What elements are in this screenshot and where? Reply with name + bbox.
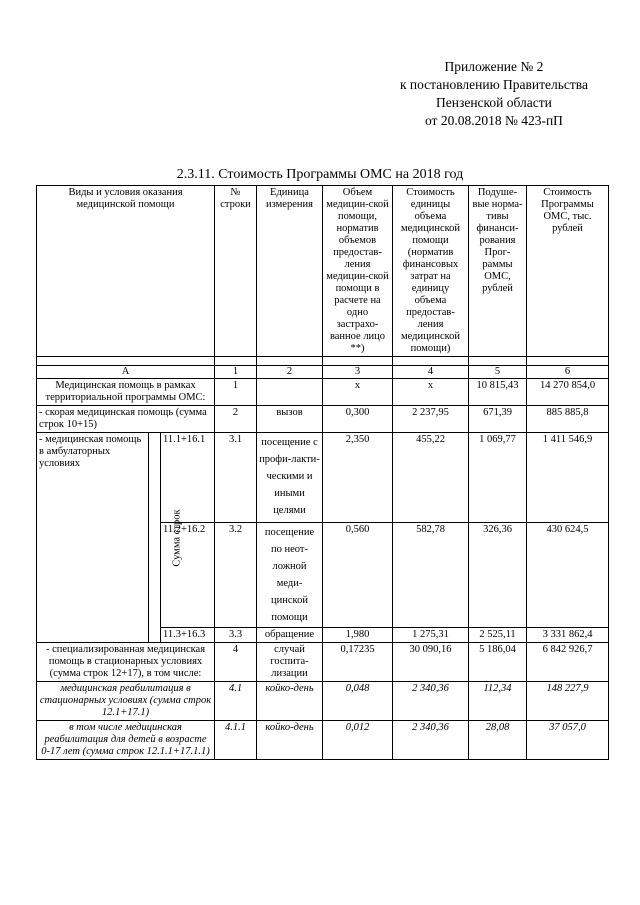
table-row <box>37 379 609 406</box>
row-total: 6 842 926,7 <box>527 643 609 682</box>
row-per-capita: 1 069,77 <box>469 433 527 523</box>
row-label: медицинская реабилитация в стационарных условиях (сумма строк 12.1+17.1) <box>37 682 215 721</box>
index-cell: 3 <box>323 366 393 379</box>
row-number: 3.2 <box>215 523 257 628</box>
row-total: 3 331 862,4 <box>527 628 609 643</box>
row-label: Медицинская помощь в рамках территориальной программы ОМС: <box>37 379 215 406</box>
index-row <box>37 366 609 379</box>
table-row <box>37 406 609 433</box>
row-label: - медицинская помощь в амбулаторных условиях <box>37 433 149 643</box>
table-row <box>37 682 609 721</box>
page-title: 2.3.11. Стоимость Программы ОМС на 2018 год <box>176 167 464 182</box>
row-unit: койко-день <box>257 721 323 760</box>
row-unit: койко-день <box>257 682 323 721</box>
appendix-date-line: от 20.08.2018 № 423-пП <box>424 113 563 128</box>
row-number: 3.3 <box>215 628 257 643</box>
row-per-capita: 671,39 <box>469 406 527 433</box>
row-number: 3.1 <box>215 433 257 523</box>
index-cell: 6 <box>527 366 609 379</box>
separator-row <box>37 357 609 366</box>
index-cell: 5 <box>469 366 527 379</box>
row-per-capita: 2 525,11 <box>469 628 527 643</box>
appendix-line: Приложение № 2 <box>444 59 544 74</box>
row-number: 4.1 <box>215 682 257 721</box>
index-cell: А <box>37 366 215 379</box>
appendix-block <box>400 58 588 130</box>
row-number: 2 <box>215 406 257 433</box>
row-volume: х <box>323 379 393 406</box>
row-volume: 0,560 <box>323 523 393 628</box>
table-row <box>37 433 609 523</box>
row-unit: посещение по неот-ложной меди-цинской помощи <box>257 523 323 628</box>
appendix-line: к постановлению Правительства <box>399 77 588 92</box>
row-volume: 0,17235 <box>323 643 393 682</box>
row-total: 37 057,0 <box>527 721 609 760</box>
row-unit: обращение <box>257 628 323 643</box>
row-unit-cost: 2 237,95 <box>393 406 469 433</box>
row-unit <box>257 379 323 406</box>
sum-of-rows-text: Сумма строк <box>171 508 183 567</box>
row-unit-cost: 2 340,36 <box>393 682 469 721</box>
row-unit-cost: 30 090,16 <box>393 643 469 682</box>
header-row-number: № строки <box>215 186 257 357</box>
index-cell: 2 <box>257 366 323 379</box>
row-per-capita: 112,34 <box>469 682 527 721</box>
header-per-capita: Подуше-вые норма-тивы финанси-рования Прог-раммы ОМС, рублей <box>469 186 527 357</box>
table-row <box>37 643 609 682</box>
table-header-row <box>37 186 609 357</box>
row-unit-cost: 455,22 <box>393 433 469 523</box>
row-volume: 0,300 <box>323 406 393 433</box>
index-cell: 1 <box>215 366 257 379</box>
row-label: - специализированная медицинская помощь в стационарных условиях (сумма строк 12+17), в том числе: <box>37 643 215 682</box>
row-volume: 2,350 <box>323 433 393 523</box>
table-row <box>37 721 609 760</box>
row-per-capita: 326,36 <box>469 523 527 628</box>
index-cell: 4 <box>393 366 469 379</box>
header-types: Виды и условия оказания медицинской помощи <box>37 186 215 357</box>
row-sum-formula: 11.1+16.1 <box>161 433 215 523</box>
sum-of-rows-label <box>149 433 183 643</box>
row-number: 4.1.1 <box>215 721 257 760</box>
header-total-cost: Стоимость Программы ОМС, тыс. рублей <box>527 186 609 357</box>
row-per-capita: 28,08 <box>469 721 527 760</box>
header-unit: Единица измерения <box>257 186 323 357</box>
row-number: 4 <box>215 643 257 682</box>
oms-cost-table <box>36 185 609 760</box>
row-volume: 0,012 <box>323 721 393 760</box>
row-unit-cost: 1 275,31 <box>393 628 469 643</box>
header-volume: Объем медицин-ской помощи, норматив объемов предостав-ления медицин-ской помощи в расчете на одно застрахо-ванное лицо **) <box>323 186 393 357</box>
row-per-capita: 5 186,04 <box>469 643 527 682</box>
row-unit-cost: 2 340,36 <box>393 721 469 760</box>
row-unit-cost: х <box>393 379 469 406</box>
row-label: в том числе медицинская реабилитация для детей в возрасте 0-17 лет (сумма строк 12.1.1+17.1.1) <box>37 721 215 760</box>
header-unit-cost: Стоимость единицы объема медицинской помощи (норматив финансовых затрат на единицу объема предостав-ления медицинской помощи) <box>393 186 469 357</box>
row-unit: вызов <box>257 406 323 433</box>
row-unit: случай госпита-лизации <box>257 643 323 682</box>
row-unit: посещение с профи-лакти-ческими и иными целями <box>257 433 323 523</box>
row-label: - скорая медицинская помощь (сумма строк 10+15) <box>37 406 215 433</box>
row-volume: 1,980 <box>323 628 393 643</box>
row-number: 1 <box>215 379 257 406</box>
row-volume: 0,048 <box>323 682 393 721</box>
row-total: 885 885,8 <box>527 406 609 433</box>
row-sum-formula: 11.2+16.2 <box>161 523 215 628</box>
appendix-line: Пензенской области <box>436 95 552 110</box>
row-sum-formula: 11.3+16.3 <box>161 628 215 643</box>
row-total: 430 624,5 <box>527 523 609 628</box>
row-total: 148 227,9 <box>527 682 609 721</box>
row-unit-cost: 582,78 <box>393 523 469 628</box>
row-total: 14 270 854,0 <box>527 379 609 406</box>
row-per-capita: 10 815,43 <box>469 379 527 406</box>
row-total: 1 411 546,9 <box>527 433 609 523</box>
